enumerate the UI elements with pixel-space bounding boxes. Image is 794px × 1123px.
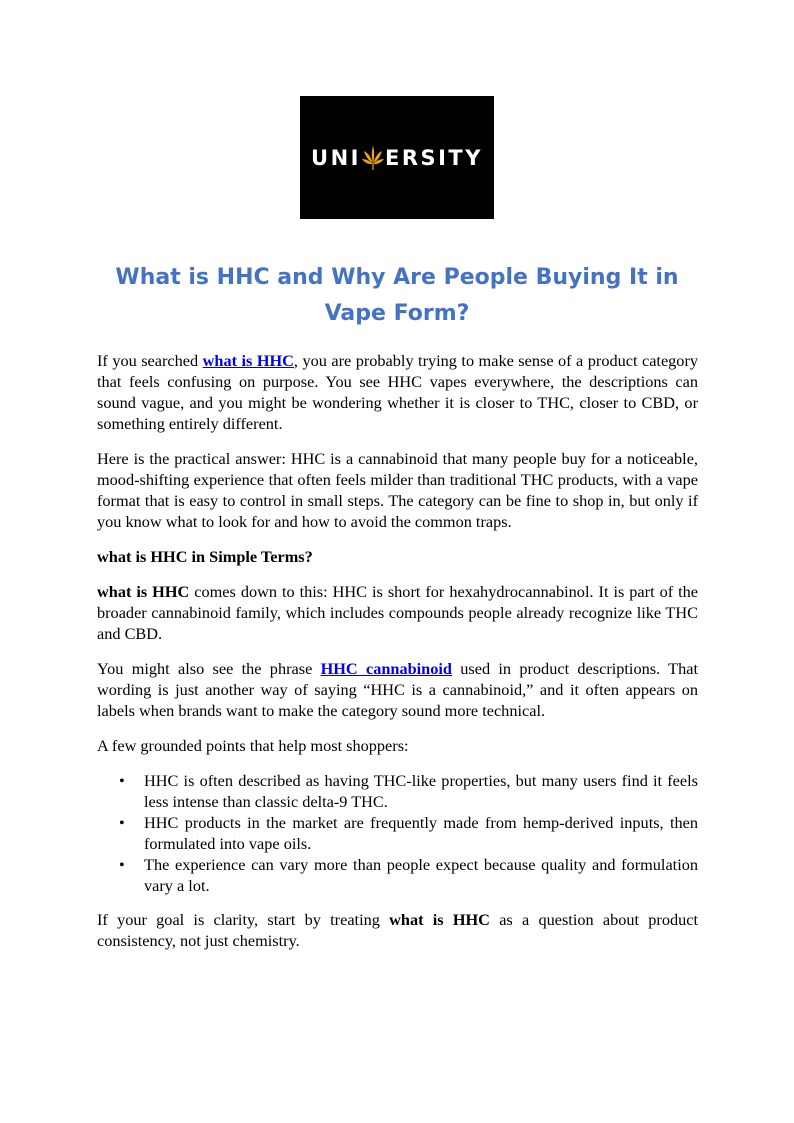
logo-text-left: UNI bbox=[311, 145, 361, 170]
intro-paragraph bbox=[97, 350, 698, 434]
points-intro-paragraph: A few grounded points that help most shoppers: bbox=[97, 736, 409, 755]
hhc-cannabinoid-link[interactable]: HHC cannabinoid bbox=[320, 659, 452, 678]
phrase-text-start: You might also see the phrase bbox=[97, 659, 321, 678]
cannabis-leaf-icon bbox=[362, 145, 384, 171]
definition-paragraph bbox=[97, 581, 698, 644]
phrase-paragraph bbox=[97, 658, 698, 721]
logo-wordmark bbox=[311, 145, 483, 171]
list-item: • HHC products in the market are frequently made from hemp-derived inputs, then formulated into vape oils. bbox=[144, 812, 698, 854]
definition-bold-term: what is HHC bbox=[97, 582, 190, 601]
list-item: • HHC is often described as having THC-like properties, but many users find it feels less intense than classic delta-9 THC. bbox=[144, 770, 698, 812]
definition-text: comes down to this: HHC is short for hexahydrocannabinol. It is part of the broader cannabinoid family, which includes compounds people already recognize like THC and CBD. bbox=[97, 582, 698, 643]
logo-text-right: ERSITY bbox=[384, 145, 483, 170]
what-is-hhc-link[interactable]: what is HHC bbox=[202, 351, 294, 370]
shopper-points-list bbox=[97, 770, 698, 896]
phrase-text-end: used in product descriptions. That wording is just another way of saying “HHC is a cannabinoid,” and it often appears on labels when brands want to make the category sound more technical. bbox=[97, 659, 698, 720]
closing-paragraph bbox=[97, 909, 698, 951]
intro-text-start: If you searched bbox=[97, 351, 203, 370]
practical-answer-paragraph: Here is the practical answer: HHC is a cannabinoid that many people buy for a noticeable, mood-shifting experience that often feels milder than traditional THC products, with a vape format that is easy to control in small steps. The category can be fine to shop in, but only if you know what to look for and how to avoid the common traps. bbox=[97, 449, 698, 531]
section-heading: what is HHC in Simple Terms? bbox=[97, 547, 313, 566]
closing-text-start: If your goal is clarity, start by treating bbox=[97, 910, 390, 929]
intro-text-end: , you are probably trying to make sense of a product category that feels confusing on purpose. You see HHC vapes everywhere, the descriptions can sound vague, and you might be wondering whether it is closer to THC, closer to CBD, or something entirely different. bbox=[97, 351, 699, 433]
closing-text-end: as a question about product consistency, not just chemistry. bbox=[97, 910, 699, 950]
article-body bbox=[97, 350, 698, 965]
university-logo bbox=[300, 96, 494, 219]
closing-bold-term: what is HHC bbox=[389, 910, 490, 929]
page-title: What is HHC and Why Are People Buying It in Vape Form? bbox=[115, 265, 679, 326]
list-item: • The experience can vary more than people expect because quality and formulation vary a lot. bbox=[144, 854, 698, 896]
